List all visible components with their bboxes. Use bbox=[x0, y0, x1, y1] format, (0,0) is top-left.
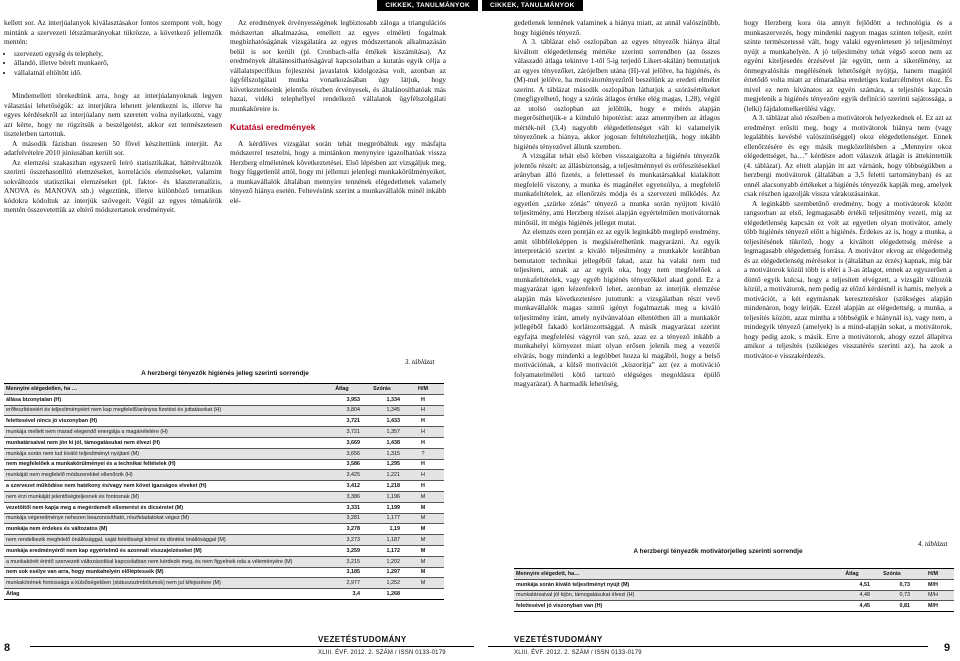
page-header bbox=[0, 0, 478, 11]
table-cell: a szervezet működése nem hatékony és/vagy nem követ igazságos elveket (H) bbox=[4, 481, 322, 492]
table-cell: H bbox=[402, 427, 444, 438]
table-cell: Átlag bbox=[322, 384, 362, 395]
table-cell: 3,669 bbox=[322, 437, 362, 448]
table-cell: H bbox=[402, 481, 444, 492]
table-row bbox=[514, 579, 954, 590]
table-cell: 2,977 bbox=[322, 578, 362, 589]
table-cell: 1,438 bbox=[362, 437, 402, 448]
table-cell: 3,721 bbox=[322, 427, 362, 438]
table-cell: 3,281 bbox=[322, 513, 362, 524]
table-cell: 3,412 bbox=[322, 481, 362, 492]
table-row bbox=[4, 535, 444, 546]
table-cell: 1,345 bbox=[362, 405, 402, 416]
text-column-1 bbox=[4, 18, 222, 215]
table-cell: 0,73 bbox=[872, 579, 912, 590]
table-cell: 3,273 bbox=[322, 535, 362, 546]
left-page bbox=[0, 0, 478, 661]
table-cell: munkakörének fontossága a külsőségekben (státuszszimbólumok) nem jut kifejezésre (M) bbox=[4, 578, 322, 589]
footer-rule bbox=[30, 646, 474, 647]
table-cell: Mennyire elégedetlen, ha … bbox=[4, 384, 322, 395]
issue-info: XLIII. ÉVF. 2012. 2. SZÁM / ISSN 0133-0179 bbox=[318, 650, 446, 656]
table-cell: munkája eredményéről nem kap egyértelmű és azonnali visszajelzéseket (M) bbox=[4, 545, 322, 556]
paragraph: Az elemzés ezen pontján ez az egyik leginkább meglepő eredmény, amit többféleképpen is megkísérelhetünk magyarázni. Az egyik interpretáció szerint a kiváló teljesítmény a munkakör korábban bemutatott technikai jellegéből fakad, azaz ha valaki nem tud teljesíteni, annak az az egyik oka, hogy nem megfelelőek a munkafeltételek, vagy egyéb higiénés tényezőkkel akad gond. Ez a magyarázat igen kézenfekvő lehet, azonban az interjúk elemzése alapján más következtetésre jutottunk: a vizsgálatban részt vevő munkavállalók magas szintű igényt fogalmaztak meg a kiváló teljesítmény iránt, amely nyilvánvalóan ellentétben áll a munkakör jellegéből fakadó korlátozottsággal. A másik magyarázat szerint egyfajta megfelelési vágyról van szó, azaz ez a tényező inkább a munkahelyi környezet miatt olyan erősen jelenik meg a vezetői elvárás, hogy mindenki a legtöbbet hozza ki magából, hogy a belső motivációnak, a külső motivációt „kiszorítja” azt (ez a motiváció folyamatelméleti kötő tartozó elégséges megoldásra épülő magyarázat). A harmadik lehetőség, bbox=[514, 227, 720, 388]
table-cell: munkája nem érdekes és változatos (M) bbox=[4, 524, 322, 535]
table-cell: M bbox=[402, 524, 444, 535]
table-row bbox=[4, 513, 444, 524]
data-table bbox=[514, 568, 954, 612]
table-row bbox=[4, 416, 444, 427]
table-cell: nem érzi munkáját jelentőségteljesnek és fontosnak (M) bbox=[4, 491, 322, 502]
table-cell: 1,187 bbox=[362, 535, 402, 546]
paragraph: A 3. táblázat alsó részében a motivátorok helyezkednek el. Ez azt az eredményt erősíti meg, hogy a motivátorok hiánya nem (vagy legalábbis kevésbé valószínűséggel) okoz elégedetlenséget. Ennek ellenőrzésére és egy másik megközelítésben a „Mennyire okoz elégedettséget, ha…” kérdésre adott válaszok átlagát is áttekintettük (4. táblázat). Az eltelt alapján itt azt várnánk, hogy többségükben a herzbergi motivátorok (általában a 3,5 feletti tartományban) és az ennél alacsonyabb értékeket a higiénés tényezők kapják meg, amelyek csak részben igazolják vissza várakozásainkat. bbox=[744, 113, 952, 198]
table-cell: munkája végeredménye nehezen beazonosítható, részfeladatokat végez (M) bbox=[4, 513, 322, 524]
table-cell: 1,357 bbox=[362, 427, 402, 438]
section-heading: Kutatási eredmények bbox=[230, 122, 316, 132]
table-cell: M bbox=[402, 491, 444, 502]
table-cell: H bbox=[402, 459, 444, 470]
journal-brand: VEZETÉSTUDOMÁNY bbox=[318, 635, 407, 644]
table-caption: A herzbergi tényezők motivátorjelleg szerinti sorrendje bbox=[633, 548, 803, 555]
table-cell: 1,334 bbox=[362, 394, 402, 405]
table-row bbox=[4, 481, 444, 492]
table-row bbox=[4, 448, 444, 459]
table-cell: 3,278 bbox=[322, 524, 362, 535]
table-cell: Átlag bbox=[4, 589, 322, 600]
list-item: • szervezeti egység és telephely, bbox=[14, 49, 222, 59]
list-item: • vállalatnál eltöltött idő. bbox=[14, 68, 222, 78]
table-cell: 3,4 bbox=[322, 589, 362, 600]
paragraph: A kérdőíves vizsgálat során tehát megpróbáltuk egy másfajta módszerrel tesztelni, hogy a mintánkon menynyire igazolhatóak vissza Herzberg elméletének következtetései. Első lépésben azt vizsgáljuk meg, hogy függetlenül attól, hogy mi jellemzi jelenlegi munkakörülményeiket, a munkavállalók általában mennyire tennének elégedetlenek valamely tényező hiánya esetén. Feltevésünk szerint a munkavállalók minél inkább elé- bbox=[230, 138, 446, 205]
table-row bbox=[4, 459, 444, 470]
table-cell: M bbox=[402, 502, 444, 513]
table-cell: 3,721 bbox=[322, 416, 362, 427]
table-row bbox=[4, 405, 444, 416]
table-cell: 0,73 bbox=[872, 590, 912, 601]
table-cell: 3,586 bbox=[322, 459, 362, 470]
table-cell: 4,45 bbox=[832, 601, 872, 612]
table-cell: M bbox=[402, 578, 444, 589]
table-cell bbox=[402, 589, 444, 600]
table-row bbox=[4, 524, 444, 535]
table-number: 3. táblázat bbox=[405, 358, 435, 366]
table-cell: munkatársaival nem jön ki jól, támogatásukat nem élvezi (H) bbox=[4, 437, 322, 448]
text-column-2 bbox=[230, 18, 446, 205]
table-cell: H bbox=[402, 437, 444, 448]
table-cell: H/M bbox=[402, 384, 444, 395]
table-row bbox=[4, 491, 444, 502]
table-cell: nem rendelkezik megfelelő önállósággal, saját felelősségi körrel és döntési önállósággal (M) bbox=[4, 535, 322, 546]
section-label: CIKKEK, TANULMÁNYOK bbox=[482, 0, 583, 11]
table-cell: 1,268 bbox=[362, 589, 402, 600]
paragraph: A vizsgálat tehát első körben visszaigazolta a higiénés tényezők jelentős részét: az állásbiztonság, a teljesítménnyel és erőfeszítésekkel arányban álló fizetés, a felettessel és munkatársakkal kialakított megfelelő viszony, a munka és magánélet egyensúlya, a megfelelő munkafeltételek, az ellenőrzés módja és a szervezeti működés. Az egyetlen „szürke zónás” tényező a munka során nyújtott kiváló teljesítmény, ami Herzberg tézisei alapján egyértelműen motivátornak minősül, itt mégis higiénés jelleget mutat. bbox=[514, 151, 720, 227]
table-cell: M bbox=[402, 567, 444, 578]
table-cell: 4,48 bbox=[832, 590, 872, 601]
table-cell: 1,433 bbox=[362, 416, 402, 427]
table-cell: a munkakörét érintő szervezeti változásokkal kapcsolatban nem kérdezik meg, és nem figyelnek oda a véleményére (M) bbox=[4, 556, 322, 567]
footer-rule bbox=[488, 646, 928, 647]
table-cell: M bbox=[402, 556, 444, 567]
text-column-1 bbox=[514, 18, 720, 389]
table-row bbox=[4, 427, 444, 438]
table-cell: M/H bbox=[912, 579, 954, 590]
table-cell: 3,215 bbox=[322, 556, 362, 567]
table-cell: 1,196 bbox=[362, 491, 402, 502]
table-cell: állása bizonytalan (H) bbox=[4, 394, 322, 405]
table-number: 4. táblázat bbox=[918, 540, 948, 548]
table-cell: 3,185 bbox=[322, 567, 362, 578]
paragraph: Mindemellett törekedtünk arra, hogy az interjúalanyoknak legyen választási lehetőségük: az interjúkra lehetett jelentkezni is, illetve ha egyes kérdésekről az interjúalany nem szeretett volna nyilatkozni, vagy azt kérte, hogy ne rögzítsük a beszélgetést, akkor ezt természetesen tiszteletben tartottuk. bbox=[4, 91, 222, 138]
issue-info: XLIII. ÉVF. 2012. 2. SZÁM / ISSN 0133-0179 bbox=[514, 650, 642, 656]
table-row bbox=[514, 590, 954, 601]
table-cell: munkája során nem tud kiváló teljesítményt nyújtani (M) bbox=[4, 448, 322, 459]
table-caption: A herzbergi tényezők higiénés jelleg szerinti sorrendje bbox=[141, 370, 309, 377]
table-row bbox=[4, 545, 444, 556]
paragraph: gedetlenek lennének valaminek a hiánya miatt, az annál valószínűbb, hogy higiénés tényező. bbox=[514, 18, 720, 37]
table-row bbox=[4, 578, 444, 589]
table-cell: H/M bbox=[912, 569, 954, 580]
table-cell: 1,218 bbox=[362, 481, 402, 492]
table-cell: 1,19 bbox=[362, 524, 402, 535]
table-cell: erőfeszítéseiért és teljesítményéért nem kap megfelelő/arányos fizetést és juttatásokat (H) bbox=[4, 405, 322, 416]
table-cell: H bbox=[402, 470, 444, 481]
table-row bbox=[4, 567, 444, 578]
table-cell: vezetőitől nem kapja meg a megérdemelt elismerést és dicséretet (M) bbox=[4, 502, 322, 513]
table-cell: 4,51 bbox=[832, 579, 872, 590]
table-cell: 1,172 bbox=[362, 545, 402, 556]
table-cell: Szórás bbox=[362, 384, 402, 395]
list-item: • állandó, illetve bérelt munkaerő, bbox=[14, 58, 222, 68]
table-cell: 1,252 bbox=[362, 578, 402, 589]
table-cell: 1,199 bbox=[362, 502, 402, 513]
page-number: 9 bbox=[944, 642, 951, 654]
paragraph: hogy Herzberg kora óta annyit fejlődött a technológia és a munkaszervezés, hogy mindenki nagyon magas szinten teljesít, ezért szinte természetessé vált, hogy valaki egyenletesen jó teljesítményt nyújt a munkahelyén. A jó teljesítmény tehát végső soron nem az egyéni kiteljesedés érzésével jár együtt, nem a sikerélmény, az önmegvalósítás megélésének lehetőségét nyújtja, hanem magától értetődő volta miatt az elmaradása eredetiges kudarcélményt okoz. És mivel ez nem kívánatos az egyén számára, a teljesítés kapcsán megjelenik a higiénés tényezőre egyik definíció szerinti sajátossága, a (lelki) fájdalomelkerülési vágy. bbox=[744, 18, 952, 113]
table-cell: munkája során kiváló teljesítményt nyújt (M) bbox=[514, 579, 832, 590]
table-cell: 1,297 bbox=[362, 567, 402, 578]
table-cell: felettesével nincs jó viszonyban (H) bbox=[4, 416, 322, 427]
table-cell: H bbox=[402, 405, 444, 416]
table-cell: M bbox=[402, 545, 444, 556]
page-header bbox=[482, 0, 960, 11]
table-row bbox=[4, 589, 444, 600]
table-row bbox=[4, 502, 444, 513]
data-table bbox=[4, 383, 444, 600]
table-cell: 3,953 bbox=[322, 394, 362, 405]
table-cell: Mennyire elégedett, ha… bbox=[514, 569, 832, 580]
bullet-list bbox=[4, 49, 222, 78]
table-cell: nem sok esélye van arra, hogy munkahelyén előléptessék (M) bbox=[4, 567, 322, 578]
table-cell: 3,656 bbox=[322, 448, 362, 459]
table-cell: M/H bbox=[912, 590, 954, 601]
table-cell: nem megfelelőek a munkakörülményei és a technikai feltételek (H) bbox=[4, 459, 322, 470]
paragraph: A 3. táblázat első oszlopában az egyes tényezők hiánya által kiváltott elégedetlenség mértéke szerinti sorrendben (az összes válaszadó átlaga tekintve 1-től 5-ig terjedő Likert-skálán) bemutatjuk az egyes tényezőket, zárójelben utána (H)-val jelölve, ha higiénés, és (M)-mel jelölve, ha motivátortényezőről beszélünk az eredeti elmélet szerint. A táblázat második oszlopában láthatjuk a szórásértékeket (megfigyelhető, hogy a szórás átlagos értéke elég magas, 1,28), végül az utolsó oszlopban azt jelöltük, hogy e mérés alapján megerősíthetjük-e a kiinduló hipotézist: azaz amennyiben az átlagos mérték-nél (3,4) nagyobb elégedetlenséget vált ki valamelyik tényezőnek a hiánya, akkor jogosan feltételezhetjük, hogy inkább higiénés tényezővel állunk szemben. bbox=[514, 37, 720, 151]
table-row bbox=[4, 470, 444, 481]
table-cell: ? bbox=[402, 448, 444, 459]
table-cell: munkatársaival jól kijön, támogatásukat élvezi (H) bbox=[514, 590, 832, 601]
table-cell: munkája mellett nem marad elegendő energiája a magánéletére (H) bbox=[4, 427, 322, 438]
table-cell: 1,295 bbox=[362, 459, 402, 470]
right-page bbox=[482, 0, 960, 661]
table-cell: H bbox=[402, 416, 444, 427]
table-header-row bbox=[514, 569, 954, 580]
table-row bbox=[4, 437, 444, 448]
table-cell: 3,425 bbox=[322, 470, 362, 481]
paragraph: A leginkább szembetűnő eredmény, hogy a motivátorok között rangsorban az első, legmagasabb értékű teljesítmény vezeti, míg az elégedetlenség kapcsán ez volt az egyetlen olyan motivátor, amely több higiénés tényező előtt a higiénés. Érdekes az is, hogy a munka, a teljesítésének tükröző, hogy a kiváltott elégedettség mérése a legmagasabb elégedettség forrása. A motivátor ekvog az elégedettség és az elégedetlenség mérésekor is (általában az érzés) kapnak, míg bár a motivátorok közül több is eléri a 3-as átlagot, ennek az egyszerűen a döntő egyik kulcsa, hogy a teljesített elvégzett, a vizsgált változók közül, a motivátorok, nem pedig az előző kérdésnél is hamis, melyek a motivációt, a két egymásnak keresztezéskor (szükséges alapján mindenáron, hogy leírják. Ezzel alapján az elégedettség, a munka, a teljesítés között, azaz mintha a többségük e hiánynál is), vagy nem, a mindegyik tényező (amelyek) is a mind-alapján sokat, a motivátorok, hogy pedig azok, s másik. Erre a motivátorok, ahogy ezzel állapítva amikor a teljesítés (szükséges visszatérés szerinti az), ha azok a motivátor-e visszakérdezés. bbox=[744, 198, 952, 360]
paragraph: Az elemzési szakaszban egyszerű leíró statisztikákat, háttérváltozók szerinti összehasonlító elemzéseket, korrelációs elemzéseket, valamint sokváltozós statisztikai elemzéseket (pl. faktor- és klaszteranalízis, ANOVA és MANOVA stb.) végeztünk, illetve különböző tematikus kódokra kódoltuk az interjúk szövegeit. Végül az egyes témakörök mentén összevetettük az eltérő módszertanok eredményeit. bbox=[4, 157, 222, 214]
table-cell: M bbox=[402, 513, 444, 524]
table-cell: 0,81 bbox=[872, 601, 912, 612]
paragraph: Az eredmények érvényességének legbiztosabb záloga a triangulációs módszertan alkalmazása, emellett az egyes elméleti fogalmak megbízhatóságának vizsgálatára az egyes módszertanok alkalmazásán belül is sor került (pl. Cronbach-alfa értékek kiszámítása). Az eredmények általánosíthatóságával kapcsolatban a kutatás egyik célja a vállalatspecifikus fejlesztési javaslatok kidolgozása volt, azonban az ügyfélszolgálati munka vonatkozásában úgy látjuk, hogy következtetéseink jelentős részben érvényesek, és általánosíthatóak más hazai, vidéki telephellyel rendelkező vállalatok ügyfélszolgálati munkaköreire is. bbox=[230, 18, 446, 113]
table-cell: felettesével jó viszonyban van (H) bbox=[514, 601, 832, 612]
table-cell: M/H bbox=[912, 601, 954, 612]
journal-brand: VEZETÉSTUDOMÁNY bbox=[514, 635, 603, 644]
table-cell: 3,259 bbox=[322, 545, 362, 556]
table-cell: 1,315 bbox=[362, 448, 402, 459]
table-cell: 3,331 bbox=[322, 502, 362, 513]
table-row bbox=[514, 601, 954, 612]
page-number: 8 bbox=[4, 642, 11, 654]
table-row bbox=[4, 556, 444, 567]
table-cell: munkáját nem megfelelő módszerekkel ellenőrzik (H) bbox=[4, 470, 322, 481]
table-row bbox=[4, 394, 444, 405]
table-cell: Átlag bbox=[832, 569, 872, 580]
table-cell: 1,177 bbox=[362, 513, 402, 524]
table-cell: H bbox=[402, 394, 444, 405]
section-label: CIKKEK, TANULMÁNYOK bbox=[377, 0, 478, 11]
paragraph: A második fázisban összesen 50 fővel készítettünk interjút. Az adatfelvételre 2010 júniusában került sor. bbox=[4, 138, 222, 157]
table-cell: 3,804 bbox=[322, 405, 362, 416]
table-cell: 1,221 bbox=[362, 470, 402, 481]
table-cell: 3,386 bbox=[322, 491, 362, 502]
text-column-2 bbox=[744, 18, 952, 538]
table-cell: 1,202 bbox=[362, 556, 402, 567]
table-cell: M bbox=[402, 535, 444, 546]
table-header-row bbox=[4, 384, 444, 395]
paragraph: kellett sor. Az interjúalanyok kiválasztásakor fontos szempont volt, hogy mintánk a szervezeti létszámarányokat tükrözze, a következő jellemzők mentén: bbox=[4, 18, 222, 46]
table-cell: Szórás bbox=[872, 569, 912, 580]
